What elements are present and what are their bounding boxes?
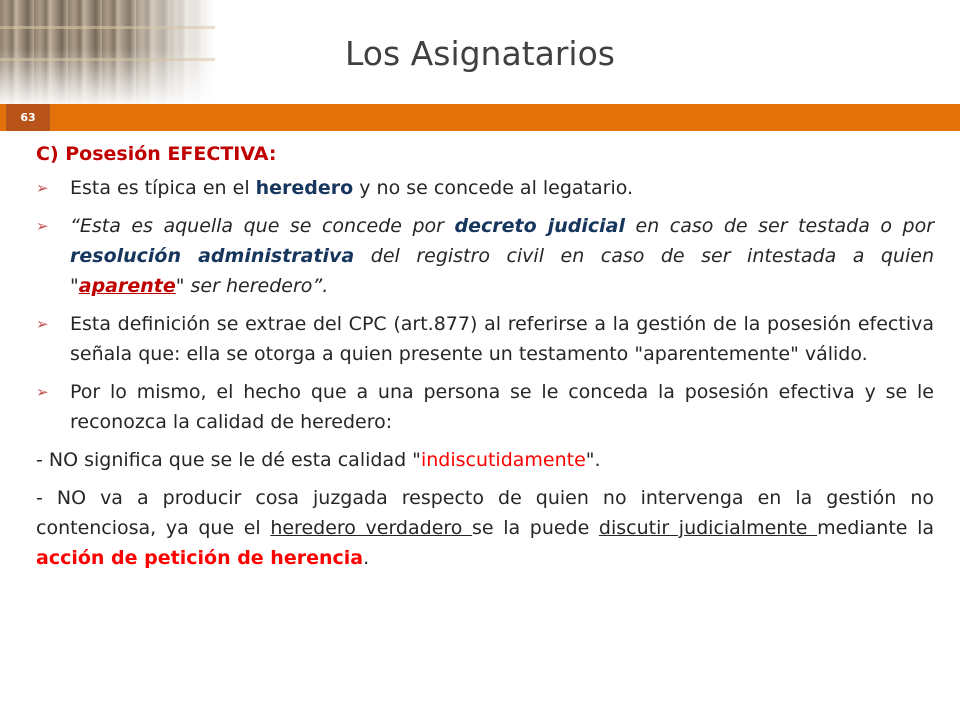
slide-title: Los Asignatarios bbox=[345, 34, 615, 73]
arrow-bullet-icon: ➢ bbox=[36, 179, 49, 197]
bullet-item: ➢ “Esta es aquella que se concede por decreto judicial en caso de ser testada o por resolución administrativa del registro civil en caso de ser intestada a quien "aparente" ser heredero”. bbox=[36, 211, 934, 301]
bullet-item: ➢ Esta es típica en el heredero y no se concede al legatario. bbox=[36, 173, 934, 203]
section-heading: C) Posesión EFECTIVA: bbox=[36, 143, 277, 165]
slide-body bbox=[36, 139, 934, 581]
bullet-item: ➢ Esta definición se extrae del CPC (art.877) al referirse a la gestión de la posesión efectiva señala que: ella se otorga a quien presente un testamento "aparentemente" válido. bbox=[36, 309, 934, 369]
bullet-item: ➢ Por lo mismo, el hecho que a una persona se le conceda la posesión efectiva y se le reconozca la calidad de heredero: bbox=[36, 377, 934, 437]
dash-line: - NO significa que se le dé esta calidad "indiscutidamente". bbox=[36, 449, 601, 471]
slide-number: 63 bbox=[6, 104, 50, 131]
arrow-bullet-icon: ➢ bbox=[36, 383, 49, 401]
dash-line: - NO va a producir cosa juzgada respecto de quien no intervenga en la gestión no contenciosa, ya que el heredero verdadero se la puede discutir judicialmente mediante la acción de petición de herencia. bbox=[36, 487, 935, 569]
title-divider-bar bbox=[0, 104, 960, 131]
arrow-bullet-icon: ➢ bbox=[36, 315, 49, 333]
arrow-bullet-icon: ➢ bbox=[36, 217, 49, 235]
